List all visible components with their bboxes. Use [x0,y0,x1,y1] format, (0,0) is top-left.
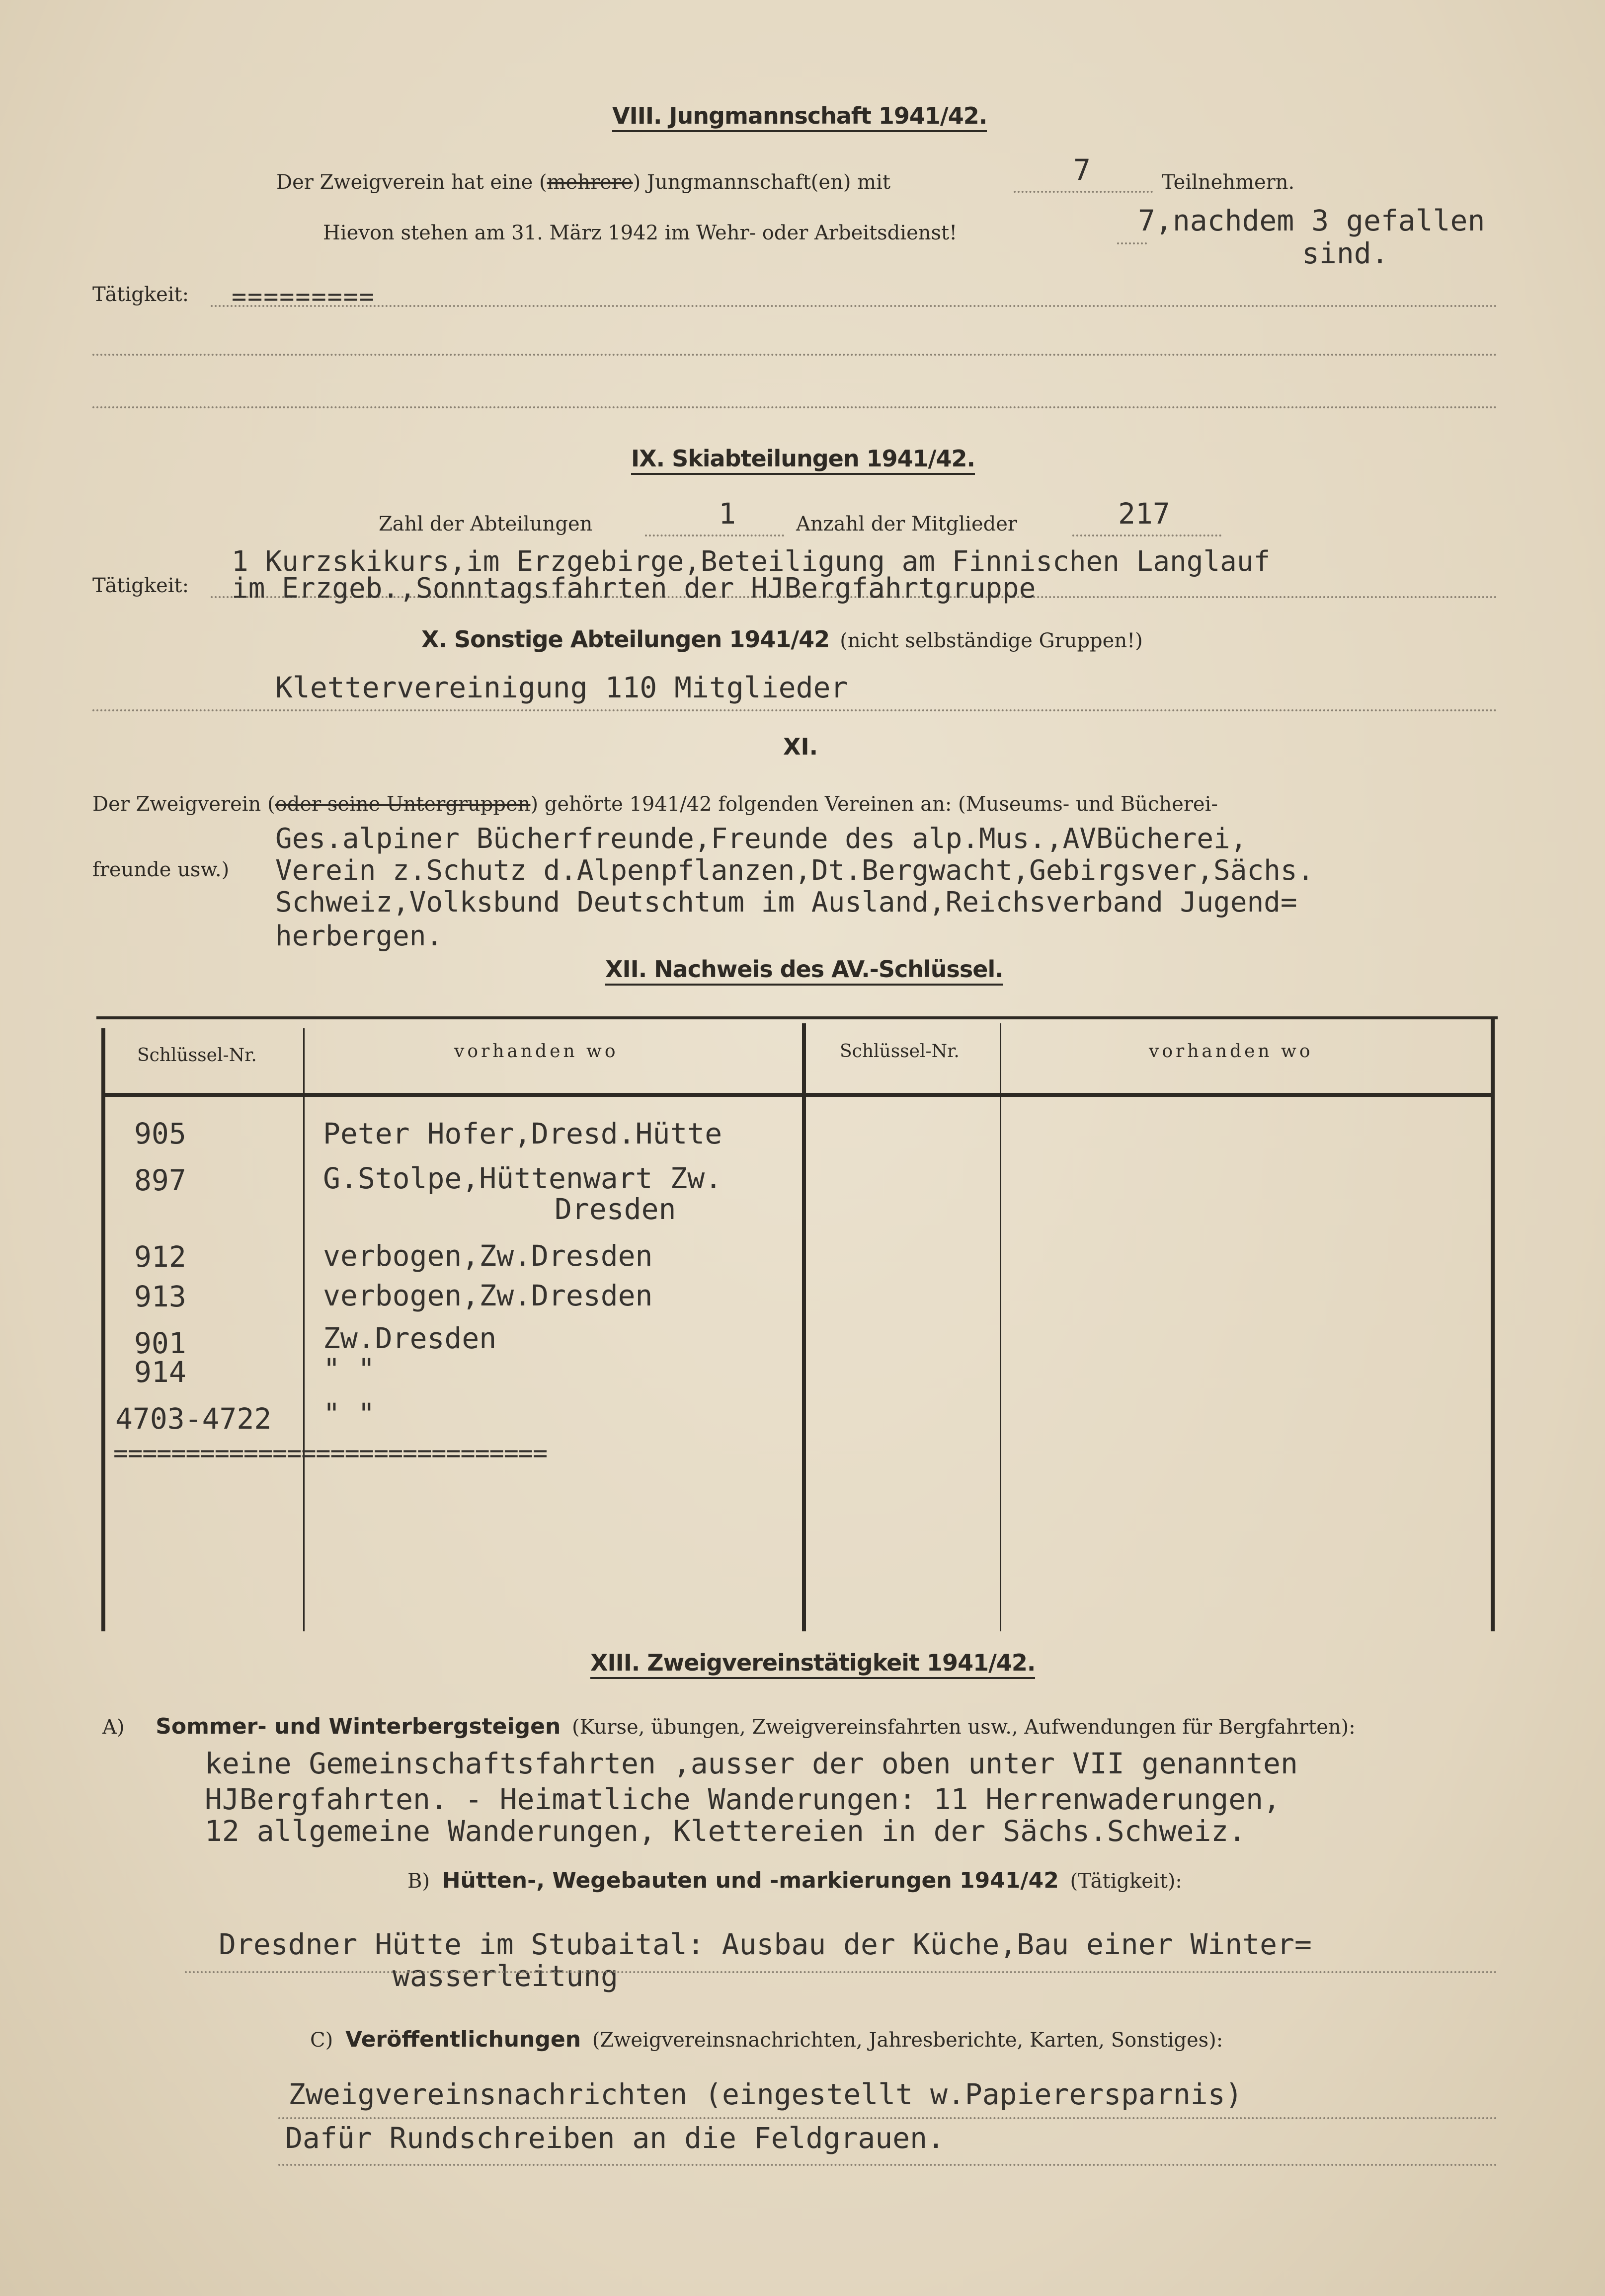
sec13-a-row [102,1714,1356,1739]
table-col-divider-1-head [303,1028,305,1093]
sec13-b-row [407,1868,1182,1893]
sec13-c-row [310,2027,1223,2052]
sec10-value: Klettervereinigung 110 Mitglieder [275,671,848,704]
table-top-border [96,1016,1498,1019]
sec11-value-line1: Ges.alpiner Bücherfreunde,Freunde des alp.Mus.,AVBücherei, [275,823,1247,855]
table-right-border [1491,1016,1495,1631]
section-10-subheading: (nicht selbständige Gruppen!) [840,629,1143,652]
sec11-intro-post: ) gehörte 1941/42 folgenden Vereinen an: (Museums- und Bücherei- [530,793,1218,816]
sec9-mitglieder-line [1072,535,1221,536]
sec13-a-line2: HJBergfahrten. - Heimatliche Wanderungen: 11 Herrenwaderungen, [205,1782,1281,1816]
sec8-answer-line [1117,242,1147,244]
sec11-value-line4: herbergen. [275,920,443,952]
table-row-3-wo: verbogen,Zw.Dresden [323,1239,653,1273]
section-8-heading: VIII. Jungmannschaft 1941/42. [612,102,987,132]
table-row-4-wo: verbogen,Zw.Dresden [323,1279,653,1312]
table-col-divider-1 [303,1097,305,1631]
sec8-answer-a: 7,nachdem 3 gefallen [1138,204,1485,237]
table-header-bottom [101,1093,1495,1097]
sec8-taetigkeit-value: ========= [232,282,375,311]
table-header-nr: Schlüssel-Nr. [137,1045,257,1066]
table-col-divider-2 [802,1023,806,1631]
table-row-7-wo: " " [323,1397,375,1431]
sec8-line1-post: ) Jungmannschaft(en) mit [633,171,890,194]
table-end-marker: ============================== [113,1439,548,1467]
sec13-b-desc: (Tätigkeit): [1070,1870,1182,1893]
table-header-wo: vorhanden wo [454,1041,619,1062]
table-row-2-nr: 897 [134,1163,186,1197]
table-row-6-nr: 914 [134,1355,186,1389]
sec13-c-line1: Zweigvereinsnachrichten (eingestellt w.Papierersparnis) [288,2077,1243,2111]
sec10-dotline [92,709,1498,711]
table-row-2-wo: G.Stolpe,Hüttenwart Zw. [323,1161,722,1195]
sec11-intro-pre: Der Zweigverein ( [92,793,275,816]
sec9-abteilungen-line [645,535,784,536]
sec9-mitglieder-label: Anzahl der Mitglieder [796,513,1018,536]
sec13-a-line3: 12 allgemeine Wanderungen, Klettereien in der Sächs.Schweiz. [205,1814,1246,1848]
sec13-b-line2: wasserleitung [393,1959,618,1993]
sec13-a-line1: keine Gemeinschaftsfahrten ,ausser der oben unter VII genannten [205,1747,1298,1780]
sec13-b-line1: Dresdner Hütte im Stubaital: Ausbau der Küche,Bau einer Winter= [219,1927,1312,1961]
sec13-c-line2: Dafür Rundschreiben an die Feldgrauen. [285,2121,945,2155]
table-header-nr2: Schlüssel-Nr. [840,1041,960,1062]
sec8-line1 [276,171,890,194]
sec13-a-title: Sommer- und Winterbergsteigen [156,1714,561,1739]
sec9-taetigkeit-label: Tätigkeit: [92,574,189,597]
table-row-1-wo: Peter Hofer,Dresd.Hütte [323,1117,722,1150]
sec8-answer-b: sind. [1302,236,1389,270]
sec13-b-dotline [185,1971,1498,1973]
table-header-wo2: vorhanden wo [1149,1041,1313,1062]
sec13-b-label: B) [407,1870,430,1893]
sec13-c-desc: (Zweigvereinsnachrichten, Jahresberichte, Karten, Sonstiges): [592,2029,1223,2052]
sec8-count-line [1014,191,1153,193]
table-row-5-wo: Zw.Dresden [323,1321,497,1355]
table-row-3-nr: 912 [134,1240,186,1274]
table-row-7-nr: 4703-4722 [115,1402,272,1436]
sec8-line1-strike: mehrere [547,171,633,194]
table-left-border [101,1028,105,1631]
sec9-taetigkeit-line1: 1 Kurzskikurs,im Erzgebirge,Beteiligung am Finnischen Langlauf [232,545,1271,578]
sec11-value-line2: Verein z.Schutz d.Alpenpflanzen,Dt.Bergwacht,Gebirgsver,Sächs. [275,854,1314,887]
sec8-taetigkeit-label: Tätigkeit: [92,283,189,306]
table-row-5-nr: 901 [134,1326,186,1360]
table-col-divider-3 [1000,1023,1001,1631]
table-row-6-wo: " " [323,1352,375,1386]
section-10-heading: X. Sonstige Abteilungen 1941/42 [421,626,830,653]
sec13-c-label: C) [310,2029,333,2052]
sec8-line2: Hievon stehen am 31. März 1942 im Wehr- oder Arbeitsdienst! [323,222,958,244]
sec11-value-line3: Schweiz,Volksbund Deutschtum im Ausland,Reichsverband Jugend= [275,886,1297,918]
sec13-a-label: A) [102,1716,125,1739]
sec13-c-dotline-2 [278,2164,1498,2166]
sec13-a-desc: (Kurse, übungen, Zweigvereinsfahrten usw., Aufwendungen für Bergfahrten): [572,1716,1356,1739]
section-13-heading: XIII. Zweigvereinstätigkeit 1941/42. [590,1649,1035,1679]
sec9-mitglieder: 217 [1118,497,1170,531]
sec13-c-title: Veröffentlichungen [345,2027,581,2052]
sec8-taetigkeit-line-3 [92,406,1498,408]
sec8-count: 7 [1073,153,1091,187]
section-12-heading: XII. Nachweis des AV.-Schlüssel. [605,956,1003,986]
table-row-4-nr: 913 [134,1280,186,1313]
sec8-line1-pre: Der Zweigverein hat eine ( [276,171,547,194]
sec13-c-dotline-1 [278,2117,1498,2119]
sec11-intro-strike: oder seine Untergruppen [275,793,531,816]
section-9-heading: IX. Skiabteilungen 1941/42. [631,445,975,475]
sec11-intro [92,793,1218,816]
sec13-b-title: Hütten-, Wegebauten und -markierungen 1941/42 [442,1868,1059,1893]
sec9-taetigkeit-line2: im Erzgeb.,Sonntagsfahrten der HJBergfahrtgruppe [232,572,1036,605]
table-row-2-wo2: Dresden [555,1192,676,1226]
sec8-taetigkeit-line-1 [211,305,1498,307]
table-row-1-nr: 905 [134,1117,186,1150]
sec8-line1-end: Teilnehmern. [1162,171,1295,194]
sec8-taetigkeit-line-2 [92,354,1498,356]
section-10-heading-row [421,626,1143,653]
sec11-intro-line2: freunde usw.) [92,858,230,881]
section-11-heading: XI. [783,733,818,760]
sec9-abteilungen: 1 [719,497,736,531]
sec9-abteilungen-label: Zahl der Abteilungen [379,513,593,536]
